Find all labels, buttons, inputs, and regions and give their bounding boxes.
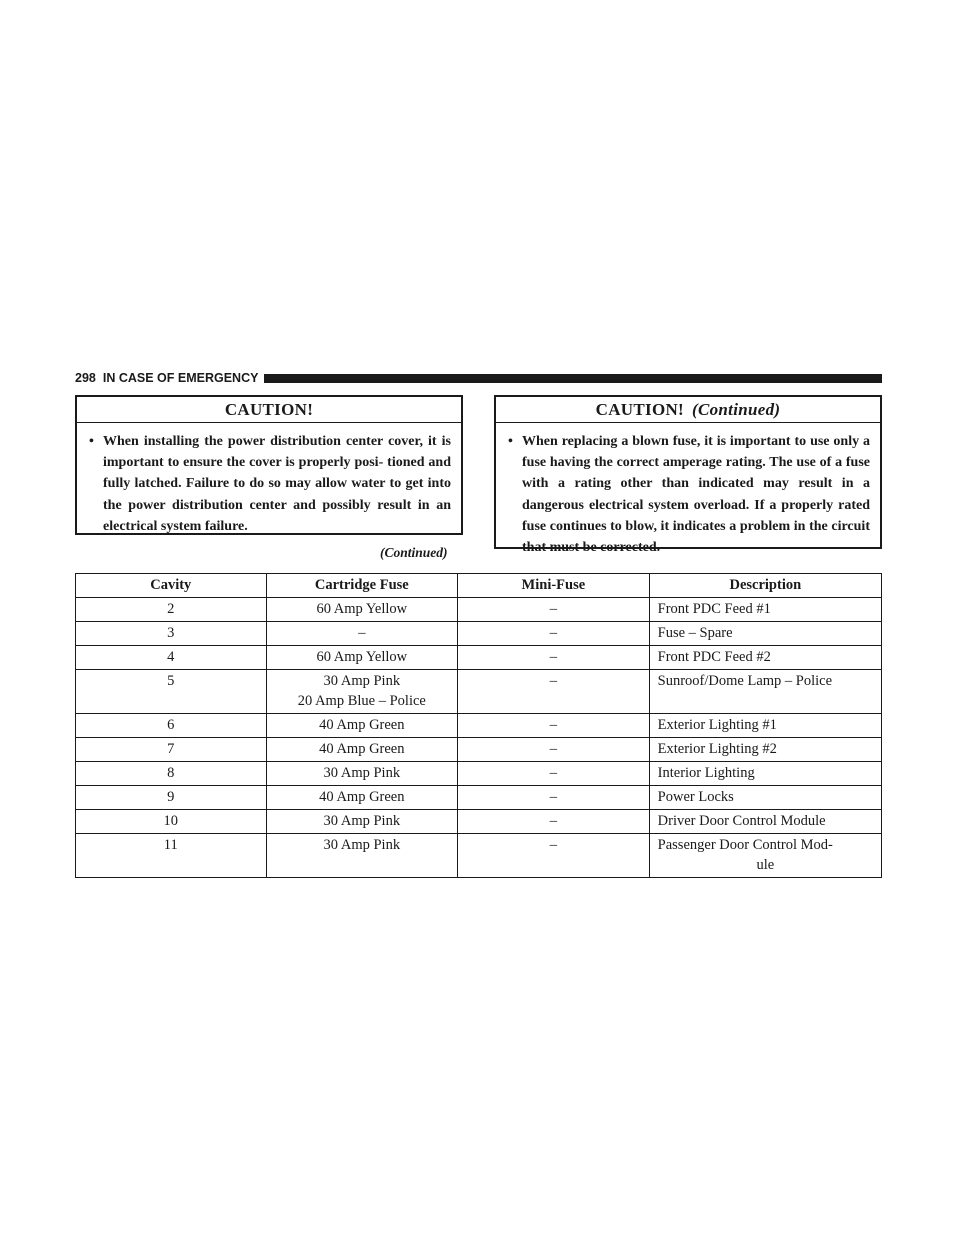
cell-cartridge-fuse-line: 40 Amp Green xyxy=(319,717,405,733)
cell-description xyxy=(649,598,881,622)
caution-title-continued: (Continued) xyxy=(692,399,781,419)
cell-mini-fuse-line: – xyxy=(549,625,557,641)
cell-description-line: Exterior Lighting #1 xyxy=(657,717,777,733)
table-row xyxy=(76,670,882,714)
table-row xyxy=(76,714,882,738)
cell-description xyxy=(649,810,881,834)
caution-bullet xyxy=(506,431,870,558)
header-cavity: Cavity xyxy=(76,574,267,598)
cell-mini-fuse xyxy=(458,714,650,738)
cell-cavity xyxy=(76,598,267,622)
table-row xyxy=(76,786,882,810)
cell-cavity-line: 9 xyxy=(167,789,175,805)
cell-description-line: Front PDC Feed #2 xyxy=(657,649,771,665)
cell-cartridge-fuse-line: 30 Amp Pink xyxy=(323,837,401,853)
cell-cavity-line: 5 xyxy=(167,673,175,689)
caution-box-right xyxy=(494,395,882,556)
cell-description xyxy=(649,834,881,878)
header-cartridge-fuse: Cartridge Fuse xyxy=(266,574,458,598)
cell-cartridge-fuse xyxy=(266,810,458,834)
cell-description-line: Power Locks xyxy=(657,789,734,805)
cell-cartridge-fuse xyxy=(266,646,458,670)
cell-cavity-line: 2 xyxy=(167,601,175,617)
table-row xyxy=(76,598,882,622)
table-body xyxy=(76,598,882,878)
cell-cavity xyxy=(76,786,267,810)
fuse-table xyxy=(75,573,882,878)
cell-mini-fuse xyxy=(458,738,650,762)
cell-mini-fuse xyxy=(458,598,650,622)
cell-description xyxy=(649,622,881,646)
cell-description-line: Driver Door Control Module xyxy=(657,813,826,829)
cell-cartridge-fuse-line: 20 Amp Blue – Police xyxy=(297,693,426,709)
cell-description-line: ule xyxy=(756,857,775,873)
cell-cartridge-fuse-line: 30 Amp Pink xyxy=(323,813,401,829)
caution-text: When installing the power distribution center cover, it is important to ensure the cover is properly posi- tioned and fully latched. Failure to do so may allow water to get into the power distribution center and possibly result in an electrical system failure. xyxy=(103,434,451,534)
cell-description-line: Passenger Door Control Mod- xyxy=(657,837,833,853)
continued-note: (Continued) xyxy=(380,545,448,560)
cell-description xyxy=(649,762,881,786)
cell-cavity-line: 3 xyxy=(167,625,175,641)
cell-mini-fuse-line: – xyxy=(549,813,557,829)
cell-description-line: Fuse – Spare xyxy=(657,625,733,641)
cell-mini-fuse-line: – xyxy=(549,673,557,689)
cell-mini-fuse xyxy=(458,646,650,670)
table-row xyxy=(76,762,882,786)
cell-mini-fuse-line: – xyxy=(549,789,557,805)
caution-box-left xyxy=(75,395,463,535)
cell-mini-fuse-line: – xyxy=(549,717,557,733)
cell-mini-fuse-line: – xyxy=(549,837,557,853)
cell-description xyxy=(649,670,881,714)
cell-cartridge-fuse xyxy=(266,598,458,622)
cell-description xyxy=(649,714,881,738)
cell-description-line: Interior Lighting xyxy=(657,765,755,781)
cell-description-line: Front PDC Feed #1 xyxy=(657,601,771,617)
cell-cartridge-fuse-line: 60 Amp Yellow xyxy=(316,649,408,665)
cell-mini-fuse-line: – xyxy=(549,741,557,757)
caution-body xyxy=(496,423,880,558)
caution-body xyxy=(77,423,461,537)
cell-cartridge-fuse-line: – xyxy=(358,625,366,641)
cell-cavity xyxy=(76,670,267,714)
cell-description xyxy=(649,646,881,670)
cell-cavity xyxy=(76,834,267,878)
cell-description xyxy=(649,738,881,762)
cell-cavity xyxy=(76,646,267,670)
cell-description-line: Sunroof/Dome Lamp – Police xyxy=(657,673,833,689)
cell-cartridge-fuse-line: 40 Amp Green xyxy=(319,789,405,805)
bullet-icon: • xyxy=(89,434,94,449)
cell-cartridge-fuse-line: 30 Amp Pink xyxy=(323,673,401,689)
table-row xyxy=(76,646,882,670)
cell-cartridge-fuse-line: 60 Amp Yellow xyxy=(316,601,408,617)
caution-bullet xyxy=(87,431,451,537)
cell-cavity xyxy=(76,738,267,762)
table-row xyxy=(76,810,882,834)
page-header xyxy=(75,369,882,387)
cell-description xyxy=(649,786,881,810)
cell-cavity-line: 11 xyxy=(163,837,178,853)
cell-cavity xyxy=(76,714,267,738)
header-description: Description xyxy=(649,574,881,598)
cell-cavity-line: 8 xyxy=(167,765,175,781)
cell-cartridge-fuse xyxy=(266,714,458,738)
cell-mini-fuse xyxy=(458,670,650,714)
section-title: IN CASE OF EMERGENCY xyxy=(102,371,259,385)
cell-cartridge-fuse xyxy=(266,738,458,762)
cell-cavity-line: 7 xyxy=(167,741,175,757)
header-rule xyxy=(264,374,882,383)
table-header-row xyxy=(76,574,882,598)
cell-cavity-line: 10 xyxy=(163,813,179,829)
cell-cartridge-fuse-line: 40 Amp Green xyxy=(319,741,405,757)
cell-cavity xyxy=(76,622,267,646)
caution-title-text: CAUTION! xyxy=(224,399,314,419)
cell-mini-fuse xyxy=(458,786,650,810)
caution-title xyxy=(496,397,880,423)
cell-cartridge-fuse xyxy=(266,834,458,878)
cell-cavity xyxy=(76,762,267,786)
table-row xyxy=(76,834,882,878)
caution-title-text: CAUTION! xyxy=(595,399,685,419)
cell-mini-fuse xyxy=(458,810,650,834)
cell-cavity xyxy=(76,810,267,834)
table-row xyxy=(76,622,882,646)
table-row xyxy=(76,738,882,762)
cell-mini-fuse xyxy=(458,834,650,878)
cell-cartridge-fuse xyxy=(266,786,458,810)
cell-cartridge-fuse-line: 30 Amp Pink xyxy=(323,765,401,781)
cell-mini-fuse xyxy=(458,622,650,646)
cell-cavity-line: 4 xyxy=(167,649,175,665)
caution-title xyxy=(77,397,461,423)
cell-mini-fuse-line: – xyxy=(549,649,557,665)
cell-description-line: Exterior Lighting #2 xyxy=(657,741,777,757)
cell-cavity-line: 6 xyxy=(167,717,175,733)
page-number: 298 xyxy=(75,371,96,385)
bullet-icon: • xyxy=(508,434,513,449)
cell-mini-fuse xyxy=(458,762,650,786)
cell-mini-fuse-line: – xyxy=(549,601,557,617)
cell-cartridge-fuse xyxy=(266,762,458,786)
cell-cartridge-fuse xyxy=(266,622,458,646)
header-mini-fuse: Mini-Fuse xyxy=(458,574,650,598)
cell-cartridge-fuse xyxy=(266,670,458,714)
caution-text: When replacing a blown fuse, it is important to use only a fuse having the correct amperage rating. The use of a fuse with a rating other than indicated may result in a dangerous electrical system overload. If a properly rated fuse continues to blow, it indicates a problem in the circuit that must be corrected. xyxy=(522,434,870,556)
cell-mini-fuse-line: – xyxy=(549,765,557,781)
